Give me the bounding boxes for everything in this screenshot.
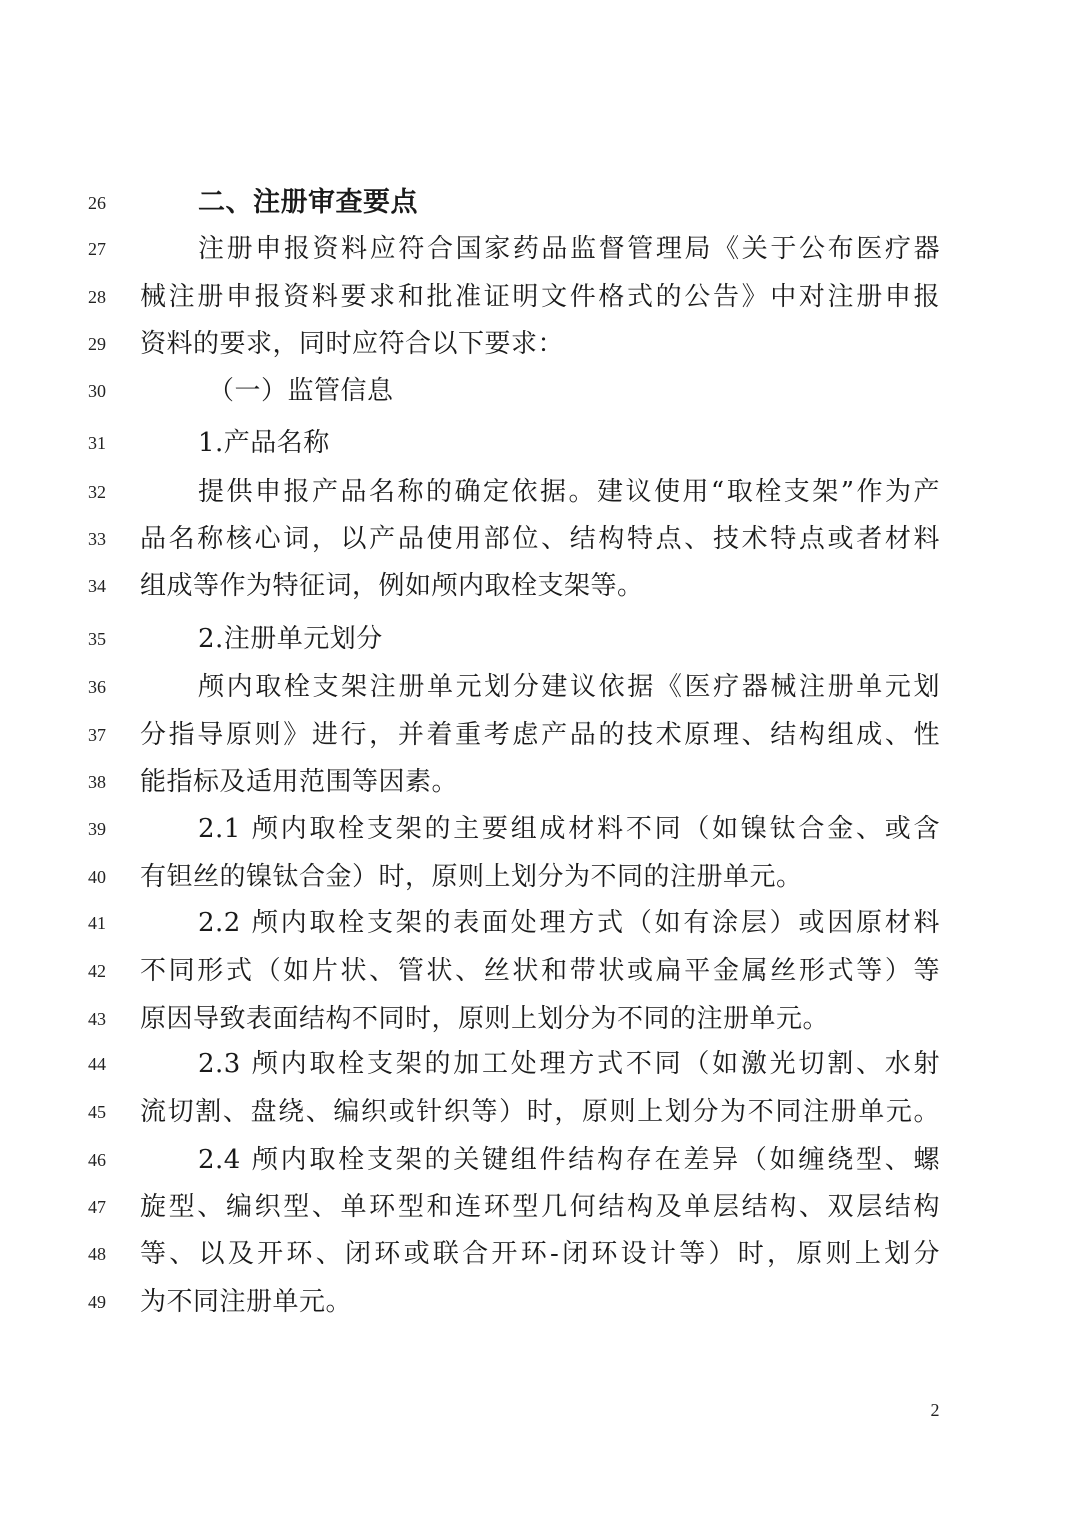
line-number: 30 [88,381,106,401]
paragraph-text: 流切割、盘绕、编织或针织等）时，原则上划分为不同注册单元。 [140,1097,940,1127]
line-39 [0,806,1080,852]
line-number: 38 [88,772,106,792]
line-number: 43 [88,1009,106,1029]
paragraph-text: 2.4 颅内取栓支架的关键组件结构存在差异（如缠绕型、螺 [198,1145,940,1175]
line-40 [0,854,1080,900]
subsection-heading: （一）监管信息 [208,376,394,406]
paragraph-text: 2.3 颅内取栓支架的加工处理方式不同（如激光切割、水射 [198,1049,940,1079]
line-number: 32 [88,482,106,502]
line-number: 47 [88,1197,106,1217]
paragraph-text: 旋型、编织型、单环型和连环型几何结构及单层结构、双层结构 [140,1192,940,1222]
line-44 [0,1041,1080,1087]
paragraph-text: 有钽丝的镍钛合金）时，原则上划分为不同的注册单元。 [140,862,803,892]
line-43 [0,996,1080,1042]
item-heading: 2.注册单元划分 [198,624,383,654]
line-number: 28 [88,287,106,307]
paragraph-text: 2.2 颅内取栓支架的表面处理方式（如有涂层）或因原材料 [198,908,940,938]
paragraph-text: 品名称核心词，以产品使用部位、结构特点、技术特点或者材料 [140,524,940,554]
line-36 [0,664,1080,710]
paragraph-text: 资料的要求，同时应符合以下要求： [140,329,565,359]
line-number: 48 [88,1244,106,1264]
paragraph-text: 能指标及适用范围等因素。 [140,767,459,797]
paragraph-text: 注册申报资料应符合国家药品监督管理局《关于公布医疗器 [198,234,940,264]
paragraph-text: 不同形式（如片状、管状、丝状和带状或扁平金属丝形式等）等 [140,956,940,986]
line-number: 42 [88,961,106,981]
line-30 [0,368,1080,414]
line-number: 45 [88,1102,106,1122]
line-38 [0,759,1080,805]
line-number: 27 [88,239,106,259]
line-41 [0,900,1080,946]
line-number: 41 [88,913,106,933]
line-37 [0,712,1080,758]
paragraph-text: 械注册申报资料要求和批准证明文件格式的公告》中对注册申报 [140,282,940,312]
line-number: 44 [88,1054,106,1074]
line-number: 36 [88,677,106,697]
paragraph-text: 等、以及开环、闭环或联合开环-闭环设计等）时，原则上划分 [140,1239,940,1269]
line-33 [0,516,1080,562]
line-number: 34 [88,576,106,596]
line-42 [0,948,1080,994]
line-number: 33 [88,529,106,549]
line-49 [0,1279,1080,1325]
line-number: 26 [88,193,106,213]
line-34 [0,563,1080,609]
line-number: 39 [88,819,106,839]
paragraph-text: 2.1 颅内取栓支架的主要组成材料不同（如镍钛合金、或含 [198,814,940,844]
line-number: 31 [88,433,106,453]
line-29 [0,321,1080,367]
line-number: 35 [88,629,106,649]
line-45 [0,1089,1080,1135]
paragraph-text: 分指导原则》进行，并着重考虑产品的技术原理、结构组成、性 [140,720,940,750]
line-number: 29 [88,334,106,354]
line-46 [0,1137,1080,1183]
line-35 [0,616,1080,662]
item-heading: 1.产品名称 [198,428,330,458]
section-heading: 二、注册审查要点 [198,187,418,218]
line-48 [0,1231,1080,1277]
page-number: 2 [930,1400,940,1420]
line-27 [0,226,1080,272]
line-47 [0,1184,1080,1230]
paragraph-text: 组成等作为特征词，例如颅内取栓支架等。 [140,571,644,601]
line-number: 37 [88,725,106,745]
line-number: 49 [88,1292,106,1312]
line-31 [0,420,1080,466]
line-28 [0,274,1080,320]
line-32 [0,469,1080,515]
line-number: 40 [88,867,106,887]
paragraph-text: 为不同注册单元。 [140,1287,353,1317]
paragraph-text: 提供申报产品名称的确定依据。建议使用“取栓支架”作为产 [198,477,940,507]
line-number: 46 [88,1150,106,1170]
paragraph-text: 原因导致表面结构不同时，原则上划分为不同的注册单元。 [140,1004,830,1034]
line-26 [0,180,1080,226]
paragraph-text: 颅内取栓支架注册单元划分建议依据《医疗器械注册单元划 [198,672,940,702]
